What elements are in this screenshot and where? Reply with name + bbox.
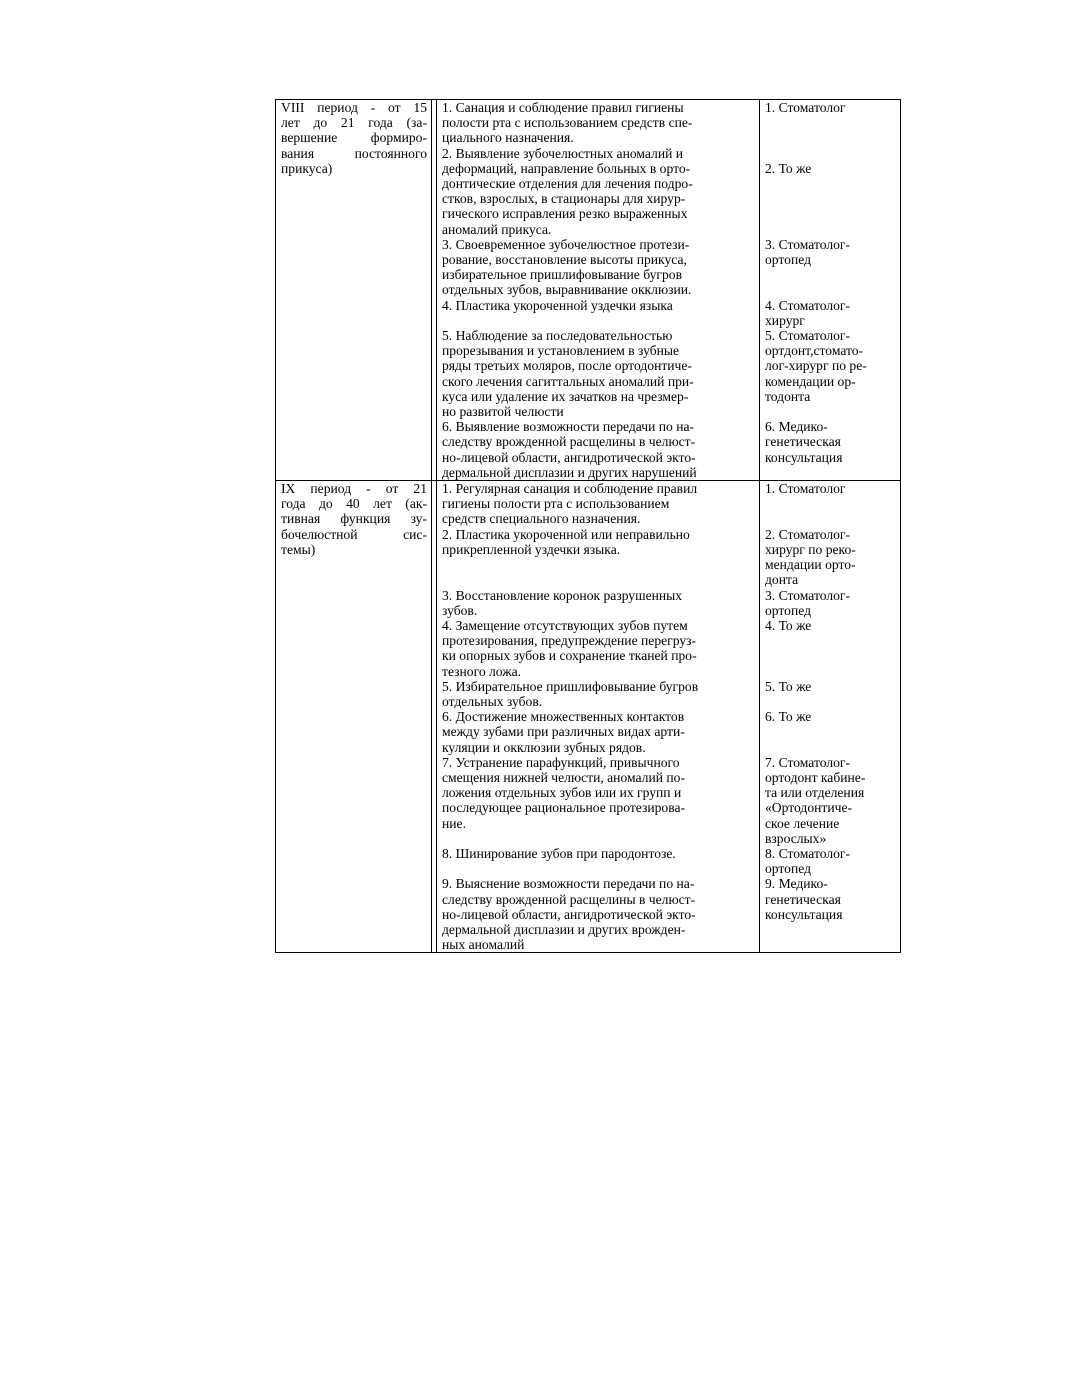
- specialist-line: 5. То же: [765, 678, 812, 694]
- specialist-line: консультация: [765, 906, 843, 922]
- action-line: ского лечения сагиттальных аномалий при-: [442, 373, 694, 389]
- action-line: 4. Пластика укороченной уздечки языка: [442, 297, 673, 313]
- specialist-line: [765, 404, 896, 419]
- action-line: 5. Наблюдение за последовательностью: [442, 328, 673, 344]
- specialist-line: [765, 191, 896, 206]
- action-item: [442, 419, 755, 480]
- specialist-line: консультация: [765, 449, 843, 465]
- specialist-item: [765, 588, 896, 618]
- action-line: но-лицевой области, ангидротической экто-: [442, 906, 696, 922]
- action-item: [442, 481, 755, 527]
- action-item: [442, 527, 755, 588]
- specialist-line: 6. То же: [765, 709, 812, 725]
- action-line: 6. Достижение множественных контактов: [442, 709, 685, 725]
- specialist-line: [765, 115, 896, 130]
- specialist-item: [765, 419, 896, 480]
- action-item: [442, 876, 755, 952]
- specialist-line: ортопед: [765, 861, 812, 877]
- actions-cell: [437, 481, 760, 953]
- action-line: стков, взрослых, в стационары для хирур-: [442, 191, 686, 207]
- period-line: IX период - от 21: [281, 481, 427, 497]
- specialist-line: [765, 724, 896, 739]
- action-item: [442, 298, 755, 328]
- action-line: 3. Своевременное зубочелюстное протези-: [442, 236, 690, 252]
- specialist-item: [765, 481, 896, 527]
- specialist-cell: [760, 481, 901, 953]
- action-line: ложения отдельных зубов или их групп и: [442, 785, 682, 801]
- action-item: [442, 755, 755, 846]
- action-line: 9. Выяснение возможности передачи по на-: [442, 876, 695, 892]
- action-line: протезирования, предупреждение перегруз-: [442, 633, 697, 649]
- action-item: [442, 679, 755, 709]
- specialist-line: [765, 496, 896, 511]
- action-line: дермальной дисплазии и других нарушений: [442, 464, 697, 480]
- action-line: ки опорных зубов и сохранение тканей про-: [442, 648, 697, 664]
- specialist-line: [765, 633, 896, 648]
- action-line: избирательное пришлифовывание бугров: [442, 267, 683, 283]
- action-line: но-лицевой области, ангидротической экто-: [442, 449, 696, 465]
- period-line: лет до 21 года (за-: [281, 115, 427, 131]
- action-line: дермальной дисплазии и других врожден-: [442, 921, 686, 937]
- action-line: аномалий прикуса.: [442, 221, 552, 237]
- action-line: последующее рациональное протезирова-: [442, 800, 686, 816]
- specialist-line: хирург по реко-: [765, 541, 856, 557]
- specialist-cell: [760, 100, 901, 481]
- specialist-line: [765, 465, 896, 480]
- period-line: вершение формиро-: [281, 130, 427, 146]
- period-row: [276, 100, 901, 481]
- specialist-line: 9. Медико-: [765, 876, 828, 892]
- specialist-line: ортдонт,стомато-: [765, 343, 864, 359]
- specialist-line: комендации ор-: [765, 373, 856, 389]
- action-line: [442, 313, 755, 328]
- action-line: рование, восстановление высоты прикуса,: [442, 252, 687, 268]
- specialist-line: [765, 740, 896, 755]
- action-item: [442, 237, 755, 298]
- specialist-item: [765, 755, 896, 846]
- specialist-line: 3. Стоматолог-: [765, 236, 851, 252]
- specialist-line: взрослых»: [765, 830, 827, 846]
- action-item: [442, 588, 755, 618]
- specialist-line: 5. Стоматолог-: [765, 328, 851, 344]
- specialist-line: «Ортодонтиче-: [765, 800, 852, 816]
- specialist-line: [765, 282, 896, 297]
- action-line: 3. Восстановление коронок разрушенных: [442, 587, 683, 603]
- action-line: донтические отделения для лечения подро-: [442, 176, 693, 192]
- specialist-line: хирург: [765, 312, 805, 328]
- period-row: [276, 481, 901, 953]
- specialist-item: [765, 298, 896, 328]
- action-line: но развитой челюсти: [442, 404, 564, 420]
- specialist-line: генетическая: [765, 891, 841, 907]
- action-line: 1. Регулярная санация и соблюдение правил: [442, 481, 698, 497]
- action-line: 7. Устранение парафункций, привычного: [442, 754, 680, 770]
- action-line: следству врожденной расщелины в челюст-: [442, 434, 696, 450]
- document-page: [275, 99, 895, 953]
- specialist-line: 2. То же: [765, 160, 812, 176]
- specialist-line: ортодонт кабине-: [765, 769, 866, 785]
- period-line: вания постоянного: [281, 145, 427, 161]
- specialist-line: та или отделения: [765, 785, 865, 801]
- action-item: [442, 618, 755, 679]
- specialist-line: [765, 222, 896, 237]
- action-line: смещения нижней челюсти, аномалий по-: [442, 769, 685, 785]
- period-line: бочелюстной сис-: [281, 526, 427, 542]
- action-line: между зубами при различных видах арти-: [442, 724, 685, 740]
- action-line: 1. Санация и соблюдение правил гигиены: [442, 100, 684, 115]
- period-line: VIII период - от 15: [281, 100, 427, 115]
- specialist-line: 4. То же: [765, 617, 812, 633]
- specialist-line: [765, 922, 896, 937]
- specialist-line: 1. Стоматолог: [765, 481, 846, 497]
- action-line: полости рта с использованием средств спе-: [442, 115, 693, 131]
- specialist-item: [765, 618, 896, 679]
- action-line: циального назначения.: [442, 130, 574, 146]
- action-line: ных аномалий: [442, 937, 525, 953]
- action-line: ряды третьих моляров, после ортодонтиче-: [442, 358, 692, 374]
- specialist-line: [765, 146, 896, 161]
- specialist-line: 4. Стоматолог-: [765, 297, 851, 313]
- specialist-item: [765, 237, 896, 298]
- action-line: отдельных зубов.: [442, 693, 543, 709]
- specialist-line: лог-хирург по ре-: [765, 358, 867, 374]
- action-line: деформаций, направление больных в орто-: [442, 160, 691, 176]
- action-line: следству врожденной расщелины в челюст-: [442, 891, 696, 907]
- specialist-line: ское лечение: [765, 815, 840, 831]
- action-line: отдельных зубов, выравнивание окклюзии.: [442, 282, 692, 298]
- specialist-line: [765, 648, 896, 663]
- action-item: [442, 846, 755, 876]
- action-line: 2. Пластика укороченной или неправильно: [442, 526, 690, 542]
- specialist-item: [765, 328, 896, 419]
- specialist-line: [765, 694, 896, 709]
- action-line: ние.: [442, 815, 466, 831]
- specialist-item: [765, 709, 896, 755]
- action-line: гигиены полости рта с использованием: [442, 496, 670, 512]
- action-item: [442, 100, 755, 146]
- specialist-line: 8. Стоматолог-: [765, 845, 851, 861]
- action-line: куса или удаление их зачатков на чрезмер-: [442, 388, 689, 404]
- prevention-table: [275, 99, 901, 953]
- specialist-line: [765, 206, 896, 221]
- period-line: темы): [281, 541, 316, 557]
- action-line: [442, 831, 755, 846]
- period-cell: [276, 481, 432, 953]
- specialist-line: ортопед: [765, 252, 812, 268]
- specialist-line: тодонта: [765, 388, 811, 404]
- period-line: тивная функция зу-: [281, 511, 427, 527]
- action-line: 2. Выявление зубочелюстных аномалий и: [442, 145, 684, 161]
- specialist-item: [765, 876, 896, 952]
- action-line: куляции и окклюзии зубных рядов.: [442, 739, 646, 755]
- action-line: средств специального назначения.: [442, 511, 641, 527]
- specialist-line: [765, 176, 896, 191]
- action-line: прикрепленной уздечки языка.: [442, 541, 621, 557]
- period-line: года до 40 лет (ак-: [281, 496, 427, 512]
- specialist-line: ортопед: [765, 602, 812, 618]
- action-line: [442, 572, 755, 587]
- specialist-item: [765, 846, 896, 876]
- action-line: гического исправления резко выраженных: [442, 206, 688, 222]
- specialist-line: [765, 664, 896, 679]
- specialist-line: донта: [765, 572, 799, 588]
- specialist-line: [765, 511, 896, 526]
- action-line: 5. Избирательное пришлифовывание бугров: [442, 678, 699, 694]
- action-item: [442, 328, 755, 419]
- specialist-line: [765, 937, 896, 952]
- action-line: тезного ложа.: [442, 663, 522, 679]
- specialist-line: [765, 267, 896, 282]
- specialist-line: мендации орто-: [765, 557, 856, 573]
- specialist-item: [765, 527, 896, 588]
- specialist-line: генетическая: [765, 434, 841, 450]
- period-line: прикуса): [281, 160, 333, 176]
- specialist-line: 7. Стоматолог-: [765, 754, 851, 770]
- specialist-item: [765, 679, 896, 709]
- specialist-line: 2. Стоматолог-: [765, 526, 851, 542]
- action-line: 8. Шинирование зубов при пародонтозе.: [442, 845, 676, 861]
- specialist-line: [765, 130, 896, 145]
- action-line: [442, 861, 755, 876]
- actions-cell: [437, 100, 760, 481]
- specialist-line: 1. Стоматолог: [765, 100, 846, 115]
- action-item: [442, 709, 755, 755]
- specialist-item: [765, 100, 896, 146]
- action-line: [442, 557, 755, 572]
- specialist-line: 3. Стоматолог-: [765, 587, 851, 603]
- action-line: зубов.: [442, 602, 478, 618]
- action-line: 4. Замещение отсутствующих зубов путем: [442, 617, 688, 633]
- period-cell: [276, 100, 432, 481]
- specialist-item: [765, 146, 896, 237]
- action-line: прорезывания и установлением в зубные: [442, 343, 680, 359]
- specialist-line: 6. Медико-: [765, 419, 828, 435]
- action-line: 6. Выявление возможности передачи по на-: [442, 419, 695, 435]
- action-item: [442, 146, 755, 237]
